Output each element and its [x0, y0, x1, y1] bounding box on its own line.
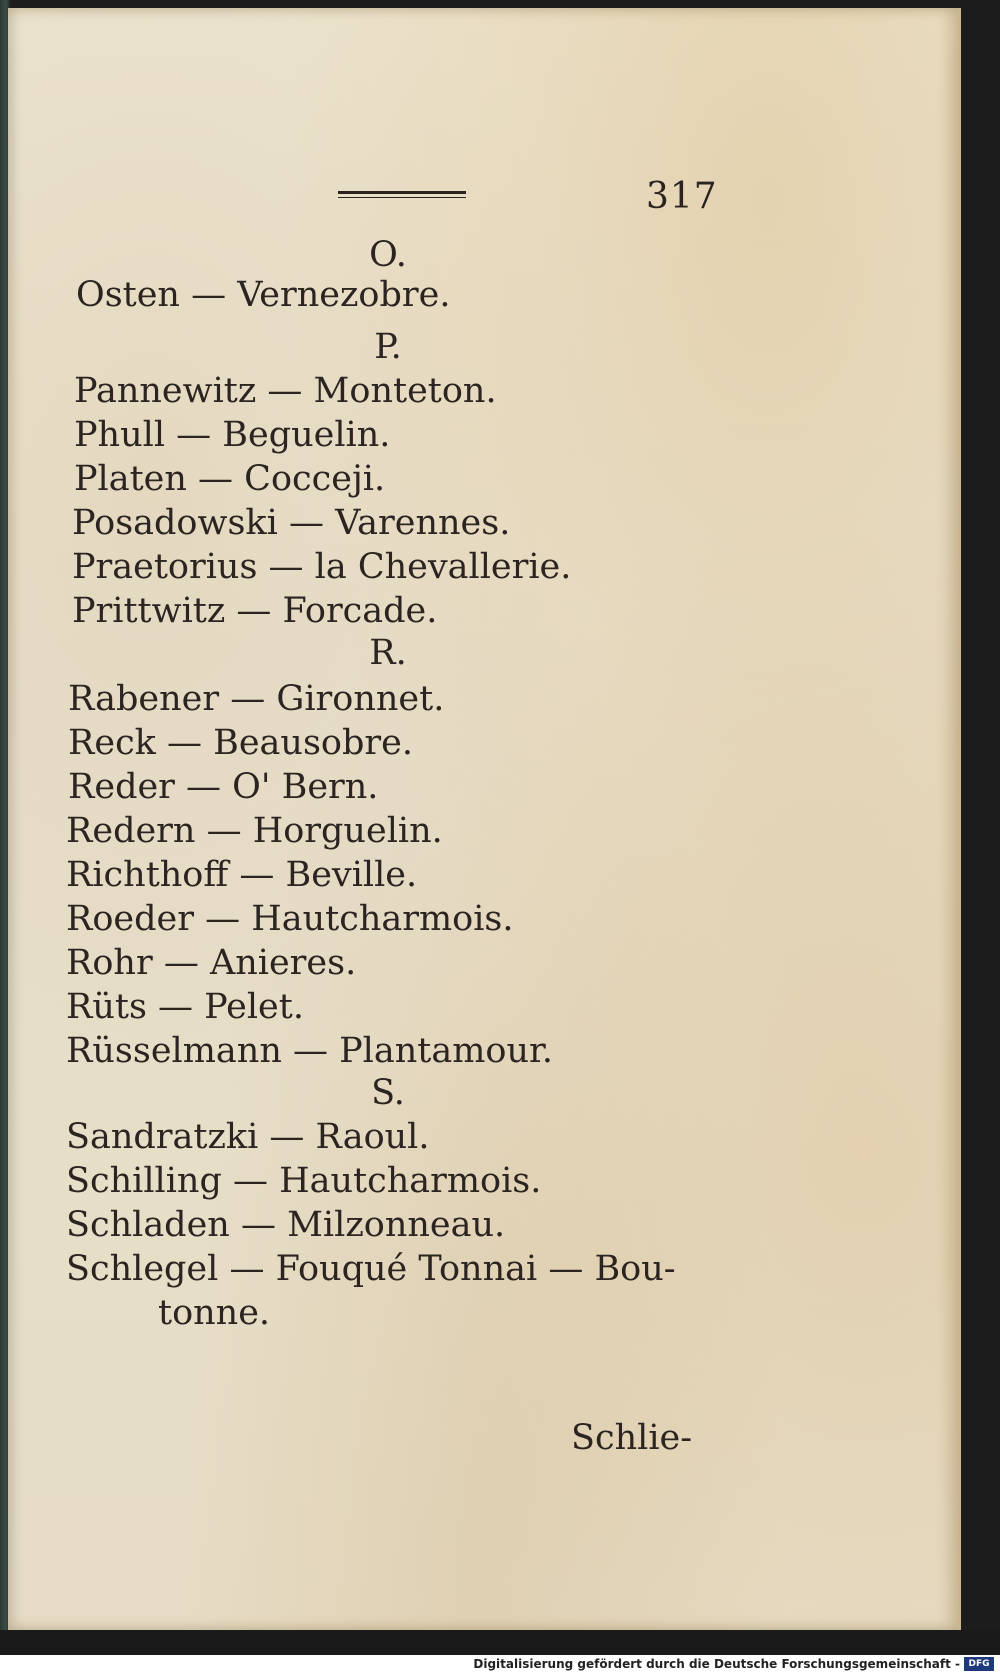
- list-item: Rabener — Gironnet.: [68, 679, 445, 719]
- footer-bar: [0, 1655, 1000, 1674]
- page-number: 317: [646, 176, 718, 217]
- list-item: Rohr — Anieres.: [66, 943, 357, 983]
- book-page: [8, 8, 961, 1630]
- register-list: [8, 8, 958, 1630]
- list-item: Sandratzki — Raoul.: [66, 1117, 430, 1157]
- catchword: Schlie-: [571, 1418, 693, 1458]
- list-item: Schilling — Hautcharmois.: [66, 1161, 542, 1201]
- section-letter-o: O.: [369, 235, 407, 275]
- list-item: Prittwitz — Forcade.: [72, 591, 438, 631]
- list-item: Roeder — Hautcharmois.: [66, 899, 514, 939]
- list-item: Praetorius — la Chevallerie.: [72, 547, 572, 587]
- section-letter-s: S.: [371, 1073, 405, 1113]
- list-item: Phull — Beguelin.: [74, 415, 391, 455]
- list-item-continuation: tonne.: [158, 1293, 271, 1333]
- dfg-logo: DFG: [964, 1657, 994, 1671]
- list-item: Schladen — Milzonneau.: [66, 1205, 506, 1245]
- section-letter-p: P.: [374, 327, 402, 367]
- footer-credit: Digitalisierung gefördert durch die Deutsche Forschungsgemeinschaft -: [473, 1657, 960, 1671]
- list-item: Rüsselmann — Plantamour.: [66, 1031, 554, 1071]
- list-item: Pannewitz — Monteton.: [74, 371, 497, 411]
- list-item: Reder — O' Bern.: [68, 767, 379, 807]
- list-item: Rüts — Pelet.: [66, 987, 304, 1027]
- list-item: Redern — Horguelin.: [66, 811, 443, 851]
- list-item: Richthoff — Beville.: [66, 855, 418, 895]
- list-item: Posadowski — Varennes.: [72, 503, 511, 543]
- list-item: Reck — Beausobre.: [68, 723, 413, 763]
- section-letter-r: R.: [369, 633, 407, 673]
- list-item: Schlegel — Fouqué Tonnai — Bou-: [66, 1249, 676, 1289]
- list-item: Osten — Vernezobre.: [76, 275, 451, 315]
- list-item: Platen — Cocceji.: [74, 459, 386, 499]
